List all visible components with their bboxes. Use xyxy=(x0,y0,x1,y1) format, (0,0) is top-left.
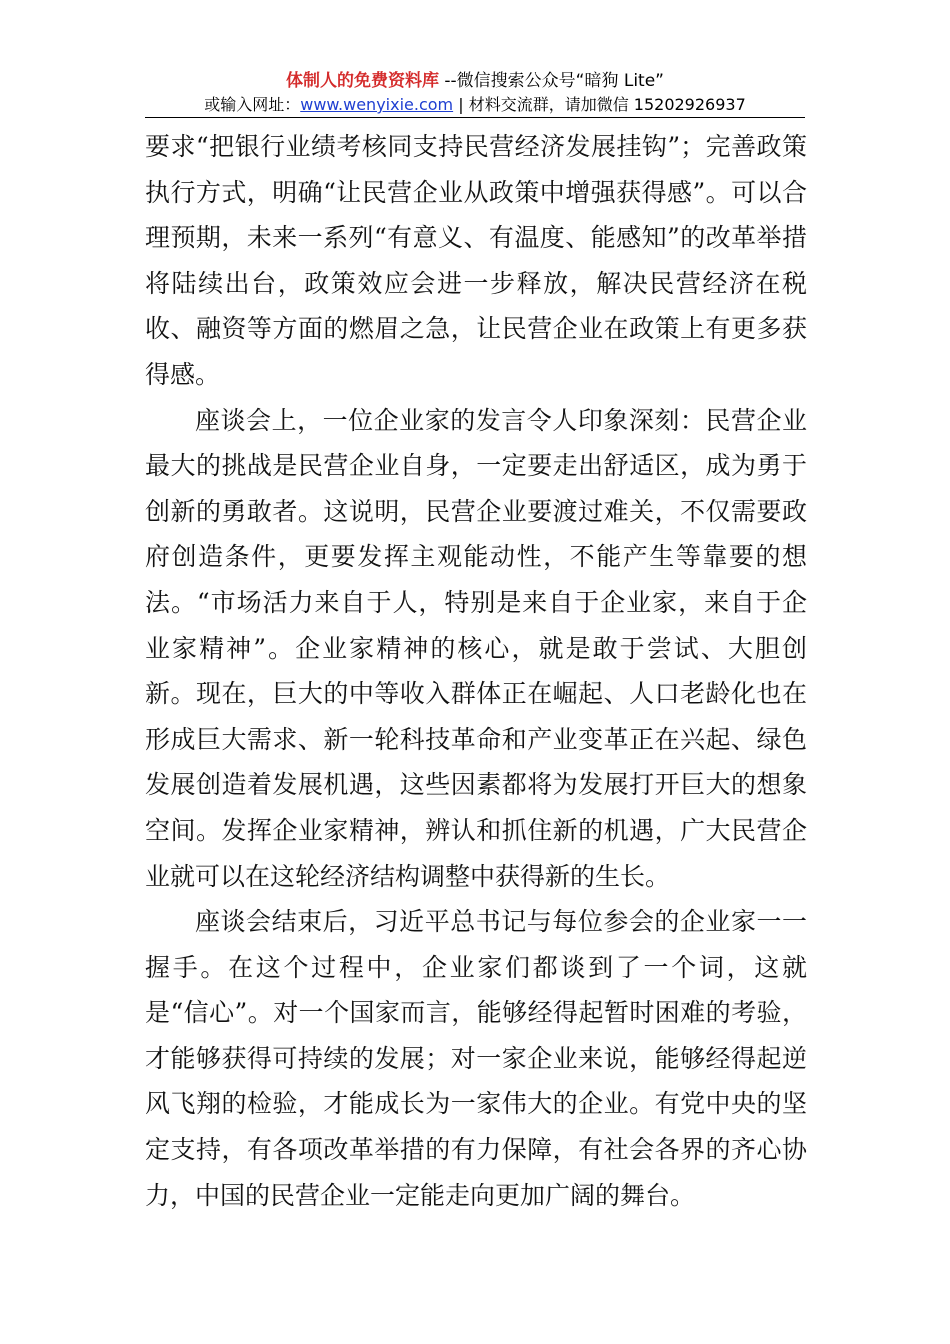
header-divider xyxy=(145,117,805,118)
website-link[interactable]: www.wenyixie.com xyxy=(300,95,454,114)
wechat-hint: --微信搜索公众号“暗狗 Lite” xyxy=(438,71,664,91)
header-separator: | xyxy=(453,95,469,114)
paragraph-confidence: 座谈会结束后，习近平总书记与每位参会的企业家一一握手。在这个过程中，企业家们都谈到了一个词，这就是“信心”。对一个国家而言，能够经得起暂时困难的考验，才能够获得可持续的发展；对一家企业来说，能够经得起逆风飞翔的检验，才能成长为一家伟大的企业。有党中央的坚定支持，有各项改革举措的有力保障，有社会各界的齐心协力，中国的民营企业一定能走向更加广阔的舞台。 xyxy=(145,907,807,1210)
paragraph-entrepreneur-spirit: 座谈会上，一位企业家的发言令人印象深刻：民营企业最大的挑战是民营企业自身，一定要走出舒适区，成为勇于创新的勇敢者。这说明，民营企业要渡过难关，不仅需要政府创造条件，更要发挥主观能动性，不能产生等靠要的想法。“市场活力来自于人，特别是来自于企业家，来自于企业家精神”。企业家精神的核心，就是敢于尝试、大胆创新。现在，巨大的中等收入群体正在崛起、人口老龄化也在形成巨大需求、新一轮科技革命和产业变革正在兴起、绿色发展创造着发展机遇，这些因素都将为发展打开巨大的想象空间。发挥企业家精神，辨认和抓住新的机遇，广大民营企业就可以在这轮经济结构调整中获得新的生长。 xyxy=(145,405,807,891)
document-body xyxy=(145,124,807,1218)
header-line-2 xyxy=(145,94,805,116)
contact-info: 材料交流群，请加微信 15202926937 xyxy=(468,95,746,114)
paragraph-continuation: 要求“把银行业绩考核同支持民营经济发展挂钩”；完善政策执行方式，明确“让民营企业从政策中增强获得感”。可以合理预期，未来一系列“有意义、有温度、能感知”的改革举措将陆续出台，政策效应会进一步释放，解决民营经济在税收、融资等方面的燃眉之急，让民营企业在政策上有更多获得感。 xyxy=(145,132,807,389)
page-header xyxy=(145,70,805,116)
header-line-1 xyxy=(145,70,805,92)
brand-title: 体制人的免费资料库 xyxy=(285,71,439,91)
url-label: 或输入网址： xyxy=(204,95,301,114)
